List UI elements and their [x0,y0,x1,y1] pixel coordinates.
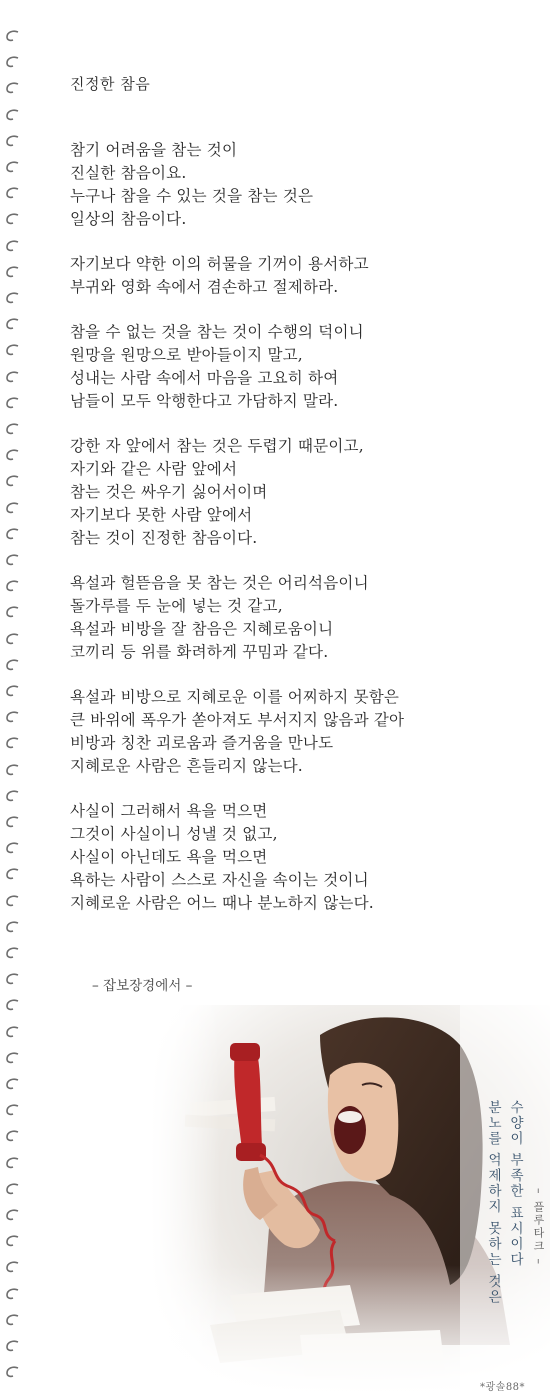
binding-ring [4,109,22,121]
binding-ring [4,56,22,68]
poem-line: 사실이 그러해서 욕을 먹으면 [70,802,268,820]
poem-stanza [70,321,510,413]
binding-ring [4,292,22,304]
quote-author: – 플루타크 – [532,1188,545,1266]
signature: *광솔88* [480,1382,526,1393]
poem-line: 자기보다 못한 사람 앞에서 [70,506,253,524]
binding-ring [4,554,22,566]
poem-line: 참을 수 없는 것을 참는 것이 수행의 덕이니 [70,323,364,341]
poem-line: 부귀와 영화 속에서 겸손하고 절제하라. [70,278,339,296]
binding-ring [4,790,22,802]
poem-line: 참기 어려움을 참는 것이 [70,141,238,159]
binding-ring [4,659,22,671]
poem-line: 큰 바위에 폭우가 쏟아져도 부서지지 않음과 같아 [70,711,405,729]
binding-ring [4,921,22,933]
poem-body [70,139,510,937]
poem-line: 참는 것은 싸우기 싫어서이며 [70,483,268,501]
binding-ring [4,895,22,907]
binding-ring [4,816,22,828]
poem-stanza [70,253,510,299]
poem-line: 성내는 사람 속에서 마음을 고요히 하여 [70,369,339,387]
binding-ring [4,737,22,749]
poem-line: 사실이 아닌데도 욕을 먹으면 [70,848,268,866]
binding-ring [4,1130,22,1142]
binding-ring [4,580,22,592]
binding-ring [4,1340,22,1352]
binding-ring [4,135,22,147]
binding-ring [4,82,22,94]
binding-ring [4,1366,22,1378]
binding-ring [4,30,22,42]
binding-ring [4,344,22,356]
binding-ring [4,240,22,252]
poem-line: 지혜로운 사람은 어느 때나 분노하지 않는다. [70,894,374,912]
binding-ring [4,764,22,776]
binding-ring [4,633,22,645]
binding-ring [4,999,22,1011]
poem-line: 지혜로운 사람은 흔들리지 않는다. [70,757,303,775]
binding-ring [4,711,22,723]
binding-ring [4,1209,22,1221]
binding-ring [4,1314,22,1326]
poem-line: 욕설과 비방을 잘 참음은 지혜로움이니 [70,620,334,638]
binding-ring [4,528,22,540]
binding-ring [4,1104,22,1116]
poem-line: 일상의 참음이다. [70,210,187,228]
binding-ring [4,868,22,880]
binding-ring [4,1183,22,1195]
poem-title: 진정한 참음 [70,75,151,93]
poem-line: 진실한 참음이요. [70,164,187,182]
poem-line: 원망을 원망으로 받아들이지 말고, [70,346,303,364]
binding-ring [4,1261,22,1273]
binding-ring [4,397,22,409]
poem-line: 욕설과 비방으로 지혜로운 이를 어찌하지 못함은 [70,688,400,706]
binding-ring [4,1078,22,1090]
poem-stanza [70,800,510,915]
poem-line: 욕설과 헐뜯음을 못 참는 것은 어리석음이니 [70,574,369,592]
poem-stanza [70,139,510,231]
poem-line: 욕하는 사람이 스스로 자신을 속이는 것이니 [70,871,369,889]
spiral-binding [4,30,30,1390]
binding-ring [4,502,22,514]
poem-line: 남들이 모두 악행한다고 가담하지 말라. [70,392,339,410]
poem-line: 그것이 사실이니 성낼 것 없고, [70,825,278,843]
poem-stanza [70,572,510,664]
binding-ring [4,685,22,697]
binding-ring [4,1157,22,1169]
binding-ring [4,266,22,278]
poem-line: 참는 것이 진정한 참음이다. [70,529,258,547]
poem-line: 누구나 참을 수 있는 것을 참는 것은 [70,187,314,205]
quote-line-2: 분노를 억제하지 못하는 것은 [485,1100,501,1305]
binding-ring [4,213,22,225]
binding-ring [4,475,22,487]
binding-ring [4,187,22,199]
binding-ring [4,161,22,173]
poem-stanza [70,435,510,550]
poem-line: 강한 자 앞에서 참는 것은 두렵기 때문이고, [70,437,364,455]
binding-ring [4,423,22,435]
quote-line-1: 수양이 부족한 표시이다 [507,1100,523,1268]
binding-ring [4,606,22,618]
binding-ring [4,1288,22,1300]
binding-ring [4,1235,22,1247]
binding-ring [4,449,22,461]
poem-stanza [70,686,510,778]
binding-ring [4,842,22,854]
binding-ring [4,947,22,959]
poem-line: 자기와 같은 사람 앞에서 [70,460,238,478]
poem-line: 코끼리 등 위를 화려하게 꾸밈과 같다. [70,643,329,661]
binding-ring [4,318,22,330]
poem-line: 비방과 칭찬 괴로움과 즐거움을 만나도 [70,734,334,752]
poem-line: 돌가루를 두 눈에 넣는 것 같고, [70,597,283,615]
binding-ring [4,1026,22,1038]
poem-line: 자기보다 약한 이의 허물을 기꺼이 용서하고 [70,255,369,273]
poem-source: – 잡보장경에서 – [92,978,193,994]
binding-ring [4,371,22,383]
binding-ring [4,973,22,985]
binding-ring [4,1052,22,1064]
